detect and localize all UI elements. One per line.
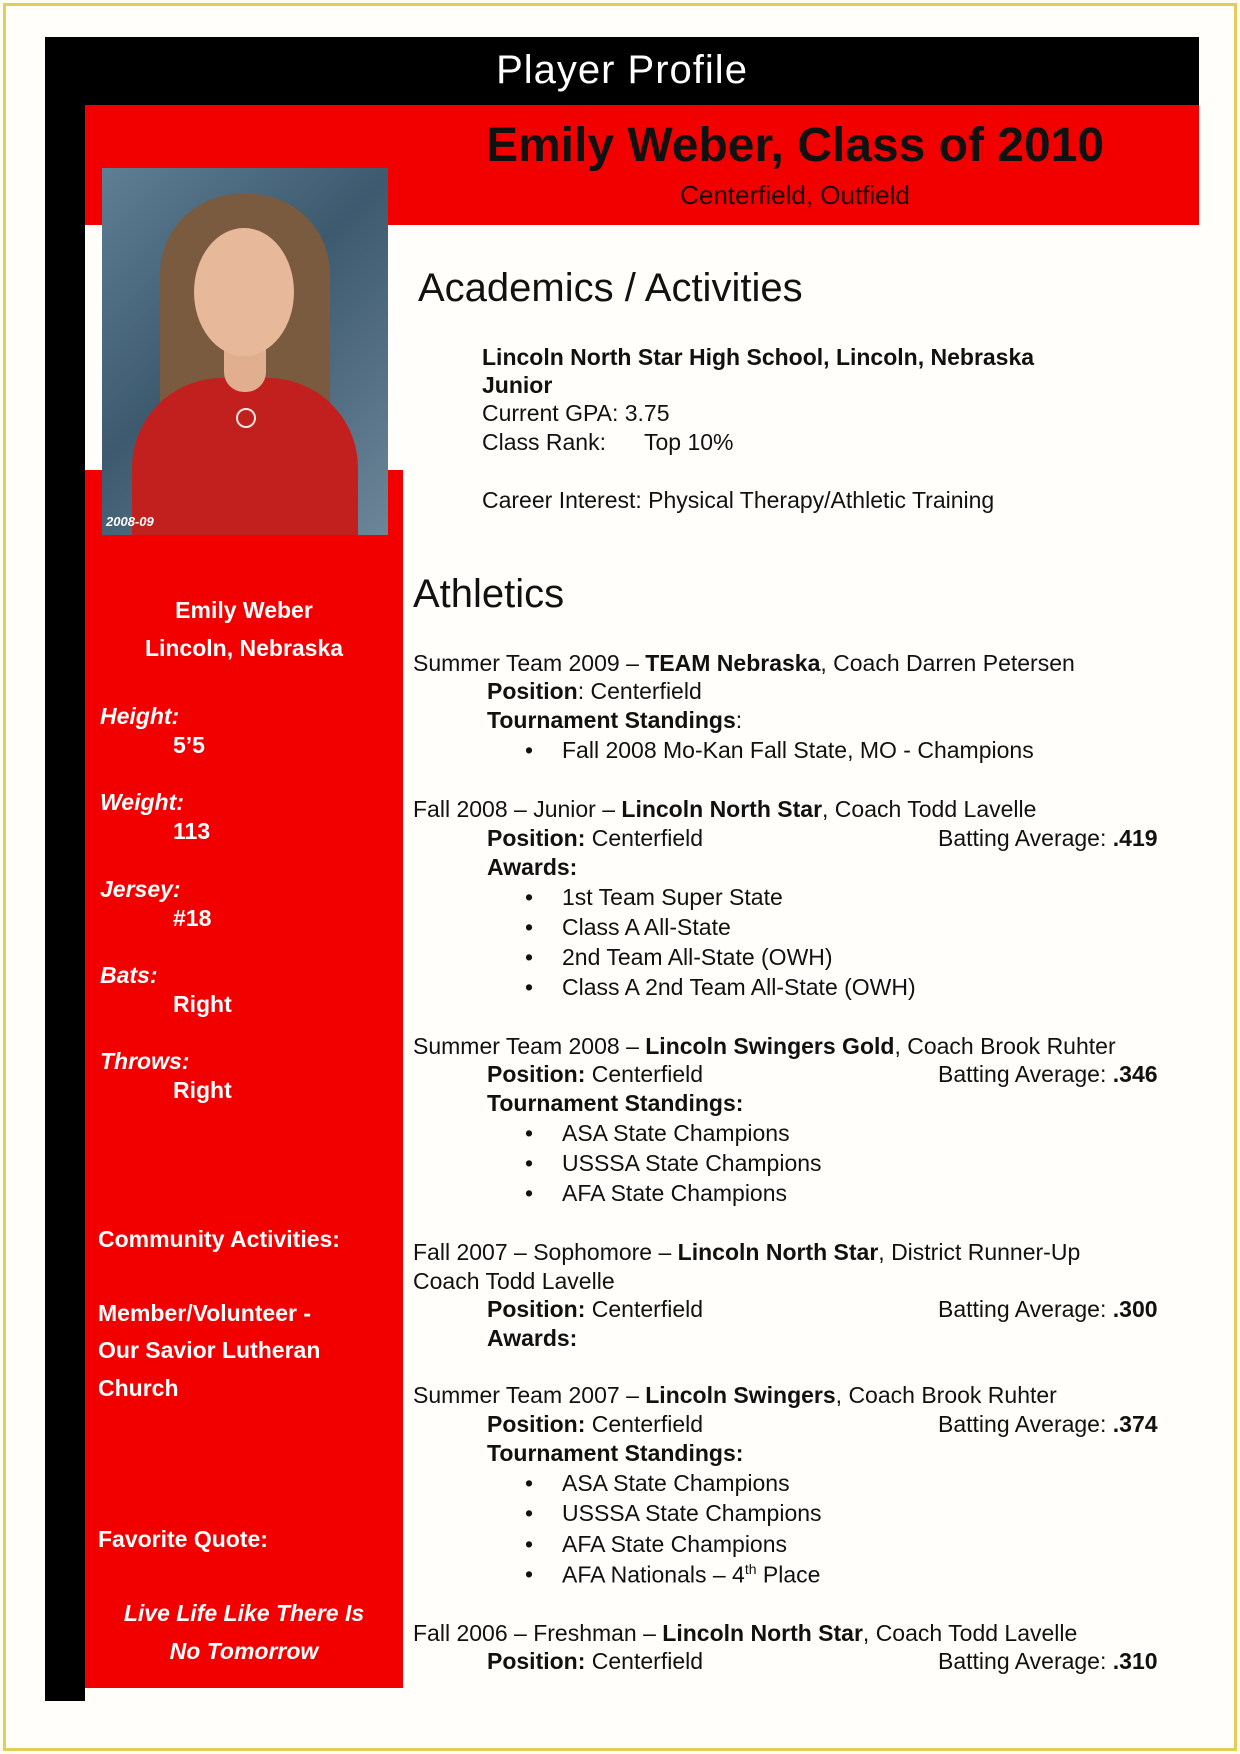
class-rank-label: Class Rank:: [482, 429, 606, 455]
player-name: Emily Weber, Class of 2010: [485, 119, 1105, 172]
list-item: • AFA State Champions: [562, 1531, 787, 1558]
player-positions: Centerfield, Outfield: [680, 180, 910, 210]
list-item: • Fall 2008 Mo-Kan Fall State, MO - Champions: [562, 737, 1034, 764]
community-label: Community Activities:: [98, 1226, 340, 1252]
height-label: Height:: [100, 703, 180, 729]
sidebar-name: Emily Weber: [175, 597, 313, 623]
page-title: Player Profile: [45, 37, 1199, 105]
player-photo: [102, 168, 388, 535]
team-entry-title: Fall 2007 – Sophomore – Lincoln North Star, District Runner-Up: [413, 1239, 1081, 1265]
team-entry-title: Summer Team 2008 – Lincoln Swingers Gold, Coach Brook Ruhter: [413, 1033, 1116, 1059]
photo-caption: 2008-09: [106, 514, 154, 529]
school-name: Lincoln North Star High School, Lincoln, Nebraska: [482, 344, 1035, 370]
list-item: • USSSA State Champions: [562, 1150, 822, 1177]
list-item: • Class A 2nd Team All-State (OWH): [562, 974, 916, 1001]
batting-average: Batting Average: .300: [938, 1296, 1158, 1322]
height-value: 5’5: [173, 732, 205, 758]
standings-label: Tournament Standings:: [487, 707, 743, 733]
coach-line: Coach Todd Lavelle: [413, 1268, 615, 1294]
left-black-bar: [45, 37, 85, 1701]
sidebar-hometown: Lincoln, Nebraska: [144, 635, 344, 661]
position-line: Position: Centerfield: [487, 1648, 704, 1674]
weight-label: Weight:: [100, 789, 184, 815]
jersey-value: #18: [173, 905, 212, 931]
batting-average: Batting Average: .374: [938, 1411, 1158, 1437]
career-interest: Career Interest: Physical Therapy/Athletic Training: [482, 487, 995, 513]
position-line: Position: Centerfield: [487, 1411, 704, 1437]
throws-label: Throws:: [100, 1048, 190, 1074]
quote-line-1: Live Life Like There Is: [123, 1600, 365, 1626]
class-rank-value: Top 10%: [644, 429, 734, 455]
community-line-1: Member/Volunteer -: [98, 1300, 311, 1326]
list-item: • 2nd Team All-State (OWH): [562, 944, 833, 971]
list-item: • 1st Team Super State: [562, 884, 783, 911]
list-item: • ASA State Champions: [562, 1470, 790, 1497]
batting-average: Batting Average: .419: [938, 825, 1158, 851]
gpa: Current GPA: 3.75: [482, 400, 670, 426]
batting-average: Batting Average: .346: [938, 1061, 1158, 1087]
awards-label: Awards:: [487, 1325, 578, 1351]
grade-level: Junior: [482, 372, 553, 398]
jersey-label: Jersey:: [100, 876, 181, 902]
standings-label: Tournament Standings:: [487, 1090, 744, 1116]
standings-label: Tournament Standings:: [487, 1440, 744, 1466]
list-item: • AFA Nationals – 4th Place: [562, 1561, 820, 1589]
team-entry-title: Fall 2008 – Junior – Lincoln North Star, Coach Todd Lavelle: [413, 796, 1037, 822]
position-line: Position: Centerfield: [487, 1296, 704, 1322]
athletics-heading: Athletics: [413, 572, 565, 616]
list-item: • USSSA State Champions: [562, 1500, 822, 1527]
weight-value: 113: [173, 818, 211, 844]
community-line-3: Church: [98, 1375, 179, 1401]
bats-label: Bats:: [100, 962, 158, 988]
peace-pendant-icon: [236, 408, 256, 428]
position-line: Position: Centerfield: [487, 678, 702, 704]
team-entry-title: Summer Team 2007 – Lincoln Swingers, Coach Brook Ruhter: [413, 1382, 1057, 1408]
batting-average: Batting Average: .310: [938, 1648, 1158, 1674]
bats-value: Right: [173, 991, 232, 1017]
quote-label: Favorite Quote:: [98, 1526, 268, 1552]
community-line-2: Our Savior Lutheran: [98, 1337, 321, 1363]
list-item: • Class A All-State: [562, 914, 731, 941]
team-entry-title: Fall 2006 – Freshman – Lincoln North Star, Coach Todd Lavelle: [413, 1620, 1078, 1646]
list-item: • AFA State Champions: [562, 1180, 787, 1207]
position-line: Position: Centerfield: [487, 1061, 704, 1087]
awards-label: Awards:: [487, 854, 578, 880]
quote-line-2: No Tomorrow: [169, 1638, 319, 1664]
list-item: • ASA State Champions: [562, 1120, 790, 1147]
academics-heading: Academics / Activities: [418, 266, 803, 310]
throws-value: Right: [173, 1077, 232, 1103]
position-line: Position: Centerfield: [487, 825, 704, 851]
team-entry-title: Summer Team 2009 – TEAM Nebraska, Coach Darren Petersen: [413, 650, 1075, 676]
